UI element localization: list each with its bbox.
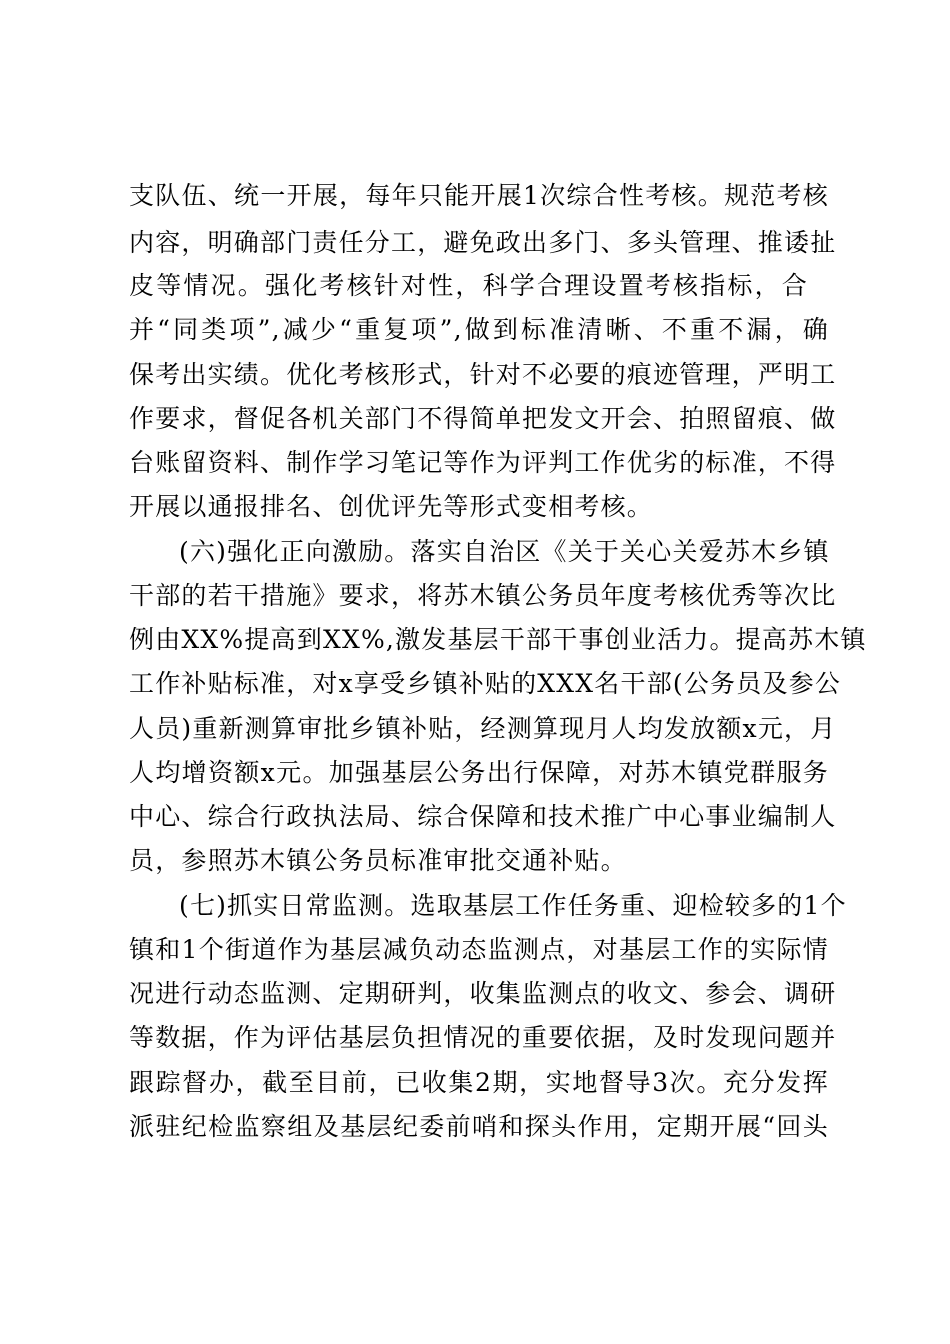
body-text-line: 人员)重新测算审批乡镇补贴，经测算现月人均发放额x元，月 [129,714,837,743]
body-text-line: 保考出实绩。优化考核形式，针对不必要的痕迹管理，严明工 [129,360,837,389]
section-7-first-line: (七)抓实日常监测。选取基层工作任务重、迎检较多的1个 [179,891,847,920]
body-text-line: 支队伍、统一开展，每年只能开展1次综合性考核。规范考核 [129,181,829,210]
body-text-line: 干部的若干措施》要求，将苏木镇公务员年度考核优秀等次比 [129,581,837,610]
body-text-line: 工作补贴标准，对x享受乡镇补贴的XXX名干部(公务员及参公 [129,669,842,698]
body-text-line: 并“同类项”,减少“重复项”,做到标准清晰、不重不漏，确 [129,315,829,344]
body-text-line: 员，参照苏木镇公务员标准审批交通补贴。 [129,846,627,875]
body-text-line: 作要求，督促各机关部门不得简单把发文开会、拍照留痕、做 [129,404,837,433]
section-6-first-line: (六)强化正向激励。落实自治区《关于关心关爱苏木乡镇 [179,537,830,566]
body-text-line: 跟踪督办，截至目前，已收集2期，实地督导3次。充分发挥 [129,1068,829,1097]
body-text-line: 皮等情况。强化考核针对性，科学合理设置考核指标，合 [129,271,810,300]
body-text-line: 例由XX%提高到XX%,激发基层干部干事创业活力。提高苏木镇 [129,625,867,654]
body-text-line: 况进行动态监测、定期研判，收集监测点的收文、参会、调研 [129,979,837,1008]
body-text-line: 中心、综合行政执法局、综合保障和技术推广中心事业编制人 [129,802,837,831]
body-text-line: 台账留资料、制作学习笔记等作为评判工作优劣的标准，不得 [129,448,837,477]
body-text-line: 派驻纪检监察组及基层纪委前哨和探头作用，定期开展“回头 [129,1112,829,1141]
body-text-line: 人均增资额x元。加强基层公务出行保障，对苏木镇党群服务 [129,758,829,787]
body-text-line: 镇和1个街道作为基层减负动态监测点，对基层工作的实际情 [129,935,829,964]
body-text-line: 等数据，作为评估基层负担情况的重要依据，及时发现问题并 [129,1023,837,1052]
body-text-line: 内容，明确部门责任分工，避免政出多门、多头管理、推诿扯 [129,228,837,257]
body-text-line: 开展以通报排名、创优评先等形式变相考核。 [129,492,654,521]
